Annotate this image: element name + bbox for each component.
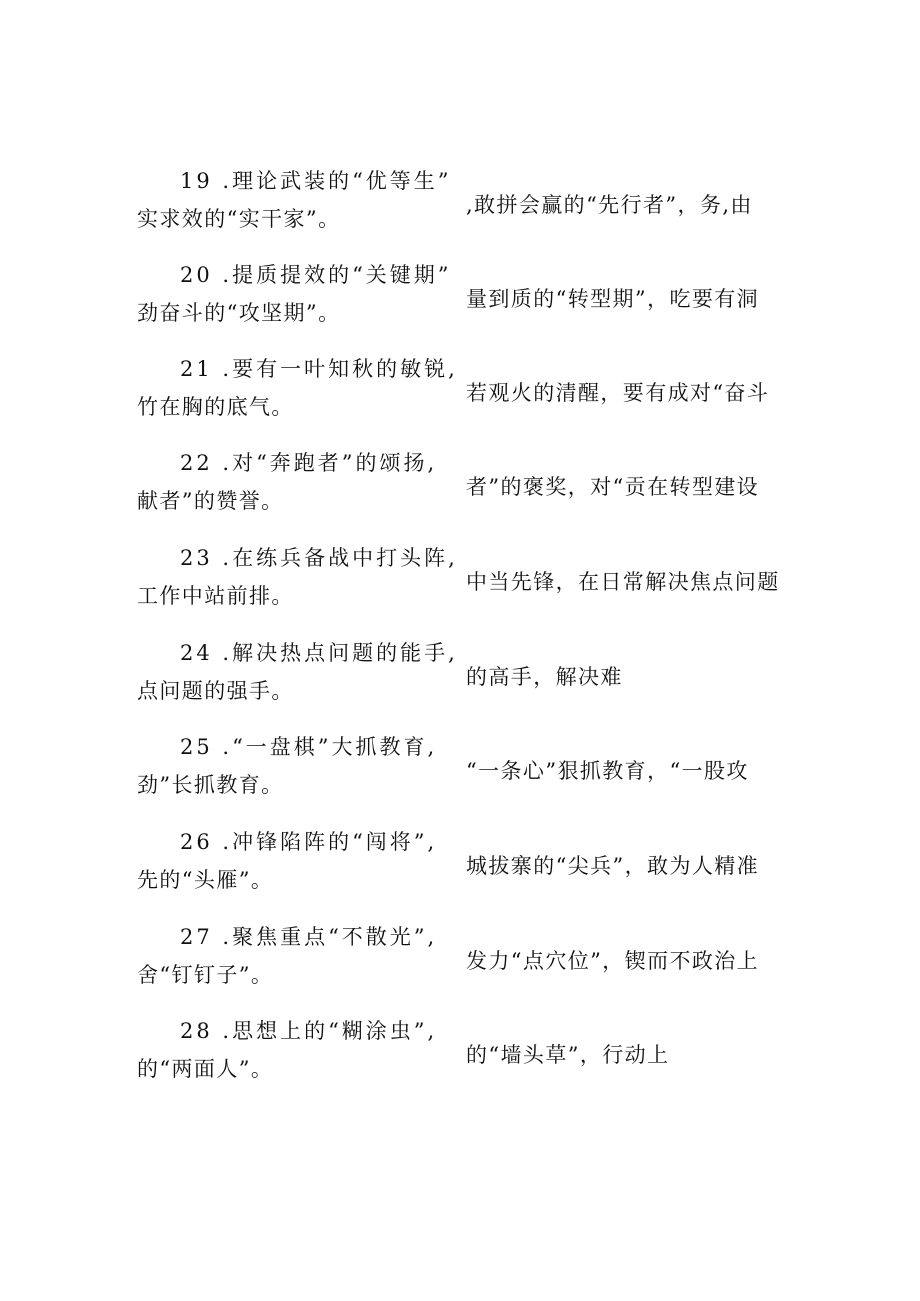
item-continuation-text: 劲奋斗的“攻坚期”。 (137, 301, 341, 325)
item-right-text: 者”的褒奖，对“贡在转型建设 (466, 475, 760, 499)
item-lead-text: 20 .提质提效的“关键期” (180, 263, 452, 287)
item-right-text: 发力“点穴位”，锲而不政治上 (466, 949, 760, 973)
list-item-23 (0, 545, 920, 637)
list-item-28 (0, 1018, 920, 1110)
item-right-text: ,敢拼会赢的“先行者”，务,由 (466, 193, 753, 217)
list-item-24 (0, 640, 920, 732)
item-continuation-text: 工作中站前排。 (137, 584, 294, 608)
item-lead-text: 28 .思想上的“糊涂虫”, (180, 1019, 438, 1043)
item-lead-text: 22 .对“奔跑者”的颂扬, (180, 451, 438, 475)
item-right-text: 中当先锋，在日常解决焦点问题 (466, 570, 780, 594)
item-lead-text: 24 .解决热点问题的能手, (180, 641, 458, 665)
list-item-22 (0, 450, 920, 542)
item-right-text: 量到质的“转型期”，吃要有洞 (466, 287, 760, 311)
item-lead-text: 27 .聚焦重点“不散光”, (180, 925, 438, 949)
item-continuation-text: 实求效的“实干家”。 (137, 207, 341, 231)
list-item-20 (0, 262, 920, 354)
list-item-25 (0, 734, 920, 826)
list-item-27 (0, 924, 920, 1016)
item-right-text: “一条心”狠抓教育，“一股攻 (466, 759, 749, 783)
item-lead-text: 23 .在练兵备战中打头阵, (180, 546, 458, 570)
list-item-26 (0, 829, 920, 921)
item-lead-text: 19 .理论武装的“优等生” (180, 169, 452, 193)
item-right-text: 的“墙头草”，行动上 (466, 1043, 670, 1067)
item-lead-text: 21 .要有一叶知秋的敏锐, (180, 357, 458, 381)
list-item-19 (0, 168, 920, 260)
item-continuation-text: 先的“头雁”。 (137, 868, 274, 892)
item-right-text: 城拔寨的“尖兵”，敢为人精准 (466, 854, 760, 878)
list-item-21 (0, 356, 920, 448)
item-continuation-text: 献者”的赞誉。 (137, 489, 284, 513)
item-lead-text: 25 .“一盘棋”大抓教育, (180, 735, 438, 759)
item-right-text: 若观火的清醒，要有成对“奋斗 (466, 381, 770, 405)
item-continuation-text: 舍“钉钉子”。 (137, 963, 274, 987)
item-right-text: 的高手，解决难 (466, 665, 623, 689)
item-continuation-text: 竹在胸的底气。 (137, 395, 294, 419)
item-continuation-text: 劲”长抓教育。 (137, 773, 284, 797)
item-lead-text: 26 .冲锋陷阵的“闯将”, (180, 830, 438, 854)
item-continuation-text: 的“两面人”。 (137, 1057, 274, 1081)
item-continuation-text: 点问题的强手。 (137, 679, 294, 703)
